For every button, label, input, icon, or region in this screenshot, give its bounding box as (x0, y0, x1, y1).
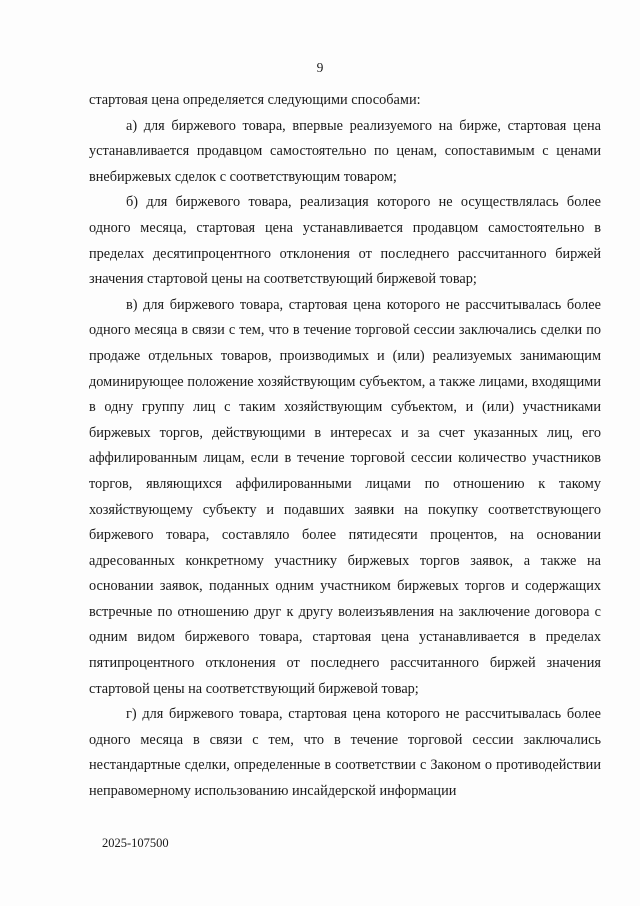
page-number: 9 (316, 60, 324, 75)
paragraph-item-g: г) для биржевого товара, стартовая цена которого не рассчитывалась более одного месяца в связи с тем, что в течение торговой сессии заключались нестандартные сделки, определенные в соответствии с Законом о противодействии неправомерному использованию инсайдерской информации (89, 706, 601, 800)
paragraph-intro: стартовая цена определяется следующими способами: (89, 92, 421, 108)
document-body (89, 88, 601, 805)
paragraph-item-v: в) для биржевого товара, стартовая цена которого не рассчитывалась более одного месяца в связи с тем, что в течение торговой сессии заключались сделки по продаже отдельных товаров, производимых и (или) реализуемых занимающим доминирующее положение хозяйствующим субъектом, а также лицами, входящими в одну группу лиц с таким хозяйствующим субъектом, и (или) участниками биржевых торгов, действующими в интересах и за счет указанных лиц, его аффилированным лицам, если в течение торговой сессии количество участников торгов, являющихся аффилированными лицами по отношению к такому хозяйствующему субъекту и подавших заявки на покупку соответствующего биржевого товара, составляло более пятидесяти процентов, на основании адресованных конкретному участнику биржевых торгов заявок, а также на основании заявок, поданных одним участником биржевых торгов и содержащих встречные по отношению друг к другу волеизъявления на заключение договора с одним видом биржевого товара, стартовая цена устанавливается в пределах пятипроцентного отклонения от последнего рассчитанного биржей значения стартовой цены на соответствующий биржевой товар; (89, 296, 601, 697)
paragraph-item-b: б) для биржевого товара, реализация которого не осуществлялась более одного месяца, стартовая цена устанавливается продавцом самостоятельно в пределах десятипроцентного отклонения от последнего рассчитанного биржей значения стартовой цены на соответствующий биржевой товар; (89, 194, 601, 288)
document-code: 2025-107500 (102, 836, 169, 850)
paragraph-item-a: а) для биржевого товара, впервые реализуемого на бирже, стартовая цена устанавливается продавцом самостоятельно по ценам, сопоставимым с ценами внебиржевых сделок с соответствующим товаром; (89, 117, 601, 185)
